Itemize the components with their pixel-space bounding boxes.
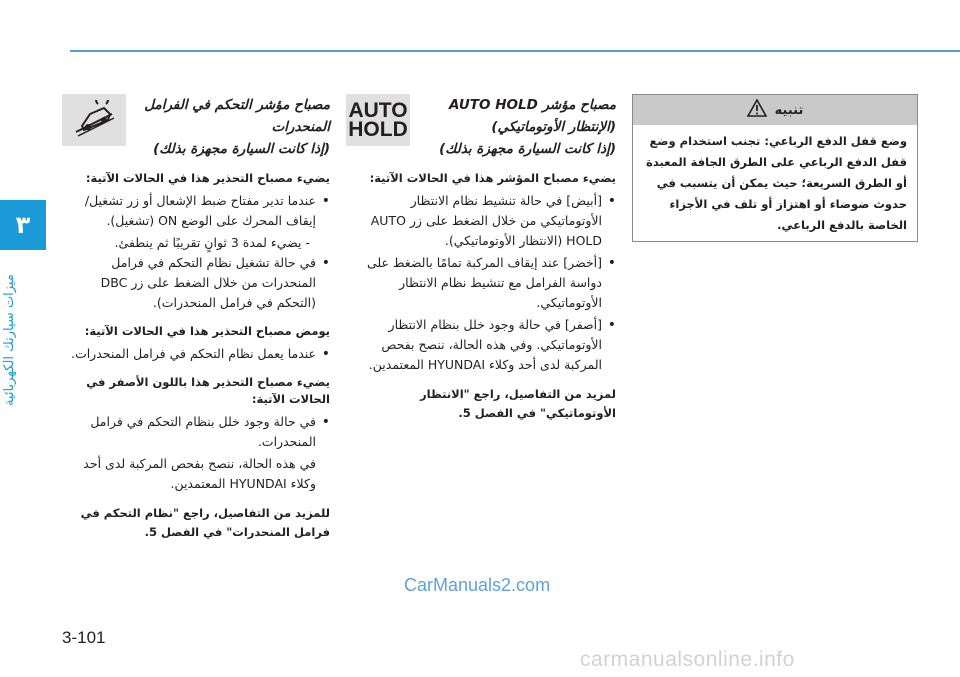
downhill-brake-control-icon [62,94,126,146]
auto-hold-icon-line: AUTO [348,99,408,122]
caution-text: وضع قفل الدفع الرباعي: تجنب استخدام وضع قفل الدفع الرباعي على الطرق الجافة المعبدة أو الطرق السريعة؛ حيث يمكن أن يتسبب في حدوث ضوضاء أو اهتزاز أو تلف في الأجزاء الخاصة بالدفع الرباعي. [646,134,907,232]
dbc-section1-list [62,191,330,231]
dbc-section2-list [62,344,330,364]
list-item: • في حالة تشغيل نظام التحكم في فرامل المنحدرات من خلال الضغط على زر DBC (التحكم في فرامل المنحدرات). [62,253,330,313]
dbc-heading-line: (إذا كانت السيارة مجهزة بذلك) [153,141,330,157]
dbc-section3-title: يضيء مصباح التحذير هذا باللون الأصفر في الحالات الآتية: [86,375,330,406]
dbc-heading-row [62,94,330,160]
caution-title: تنبيه [774,102,804,118]
dbc-heading [126,94,330,160]
caution-header [633,95,917,125]
dbc-heading-line: مصباح مؤشر التحكم في الفرامل [144,97,330,113]
chapter-title: ميزات سيارتك الكهربائية [2,274,17,406]
dbc-section3-note: في هذه الحالة، ننصح بفحص المركبة لدى أحد وكلاء HYUNDAI المعتمدين. [83,456,316,491]
auto-hold-heading-row [346,94,616,160]
warning-triangle-icon [747,99,767,121]
footer-watermark: carmanualsonline.info [580,648,795,671]
dbc-sub-note: - يضيء لمدة 3 ثوانٍ تقريبًا ثم ينطفئ. [114,235,310,250]
dbc-heading-line: المنحدرات [271,119,330,135]
list-item: • عندما تدير مفتاح ضبط الإشعال أو زر تشغيل/ إيقاف المحرك على الوضع ON (تشغيل). [62,191,330,231]
list-item: • [أصفر] في حالة وجود خلل بنظام الانتظار الأوتوماتيكي. وفي هذه الحالة، ننصح بفحص المركبة لدى أحد وكلاء HYUNDAI المعتمدين. [346,315,616,375]
auto-hold-heading-line: (إذا كانت السيارة مجهزة بذلك) [439,141,616,157]
list-item: • [أبيض] في حالة تنشيط نظام الانتظار الأوتوماتيكي من خلال الضغط على زر AUTO HOLD (الانتظار الأوتوماتيكي). [346,191,616,251]
top-rule [70,50,960,52]
auto-hold-section-title: يضيء مصباح المؤشر هذا في الحالات الآتية: [369,171,616,185]
dbc-section3-list [62,412,330,452]
list-item: • عندما يعمل نظام التحكم في فرامل المنحدرات. [62,344,330,364]
downhill-brake-section [62,94,330,542]
dbc-section1-list-cont [62,253,330,313]
auto-hold-list [346,191,616,375]
caution-box [632,94,918,242]
auto-hold-reference: لمزيد من التفاصيل، راجع "الانتظار الأوتوماتيكي" في الفصل 5. [420,387,616,420]
page-number: 3-101 [62,628,106,647]
watermark: CarManuals2.com [404,575,551,595]
auto-hold-heading-line: مصباح مؤشر AUTO HOLD [449,97,616,113]
list-item: • [أخضر] عند إيقاف المركبة تمامًا بالضغط على دواسة الفرامل مع تنشيط نظام الانتظار الأوتوماتيكي. [346,253,616,313]
auto-hold-heading-line: (الإنتظار الأوتوماتيكي) [491,119,616,135]
auto-hold-section [346,94,616,423]
list-item: • في حالة وجود خلل بنظام التحكم في فرامل المنحدرات. [62,412,330,452]
auto-hold-heading [410,94,616,160]
chapter-tab: ٣ [0,200,46,250]
dbc-reference: للمزيد من التفاصيل، راجع "نظام التحكم في فرامل المنحدرات" في الفصل 5. [80,506,330,539]
auto-hold-icon-line: HOLD [348,118,408,141]
dbc-section2-title: يومض مصباح التحذير هذا في الحالات الآتية: [84,324,330,338]
dbc-section1-title: يضيء مصباح التحذير هذا في الحالات الآتية: [85,171,330,185]
auto-hold-icon [346,94,410,146]
